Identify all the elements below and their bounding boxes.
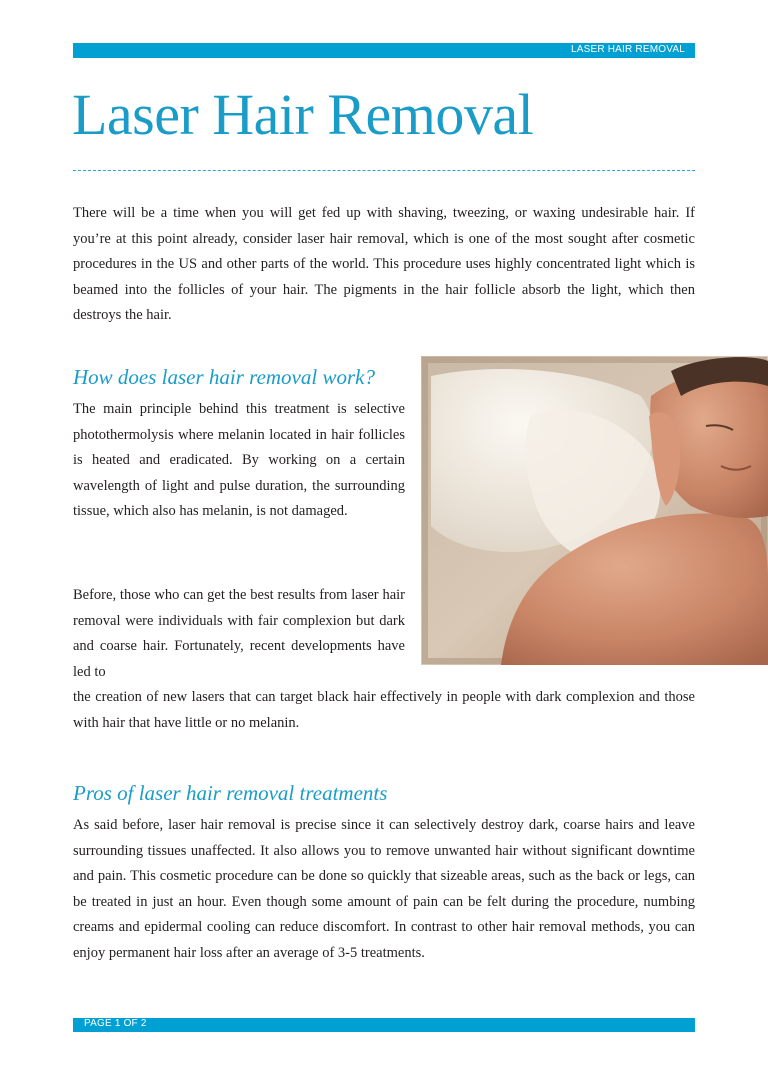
- section-pros-paragraph: As said before, laser hair removal is precise since it can selectively destroy dark, coarse hairs and leave surrounding tissues unaffected. It also allows you to remove unwanted hair without significant downtime and pain. This cosmetic procedure can be done so quickly that sizeable areas, such as the back or legs, can be treated in just an hour. Even though some amount of pain can be felt during the procedure, numbing creams and epidermal cooling can reduce discomfort. In contrast to other hair removal methods, you can enjoy permanent hair loss after an average of 3-5 treatments.: [73, 817, 695, 961]
- treatment-photo: [421, 356, 768, 665]
- section-how-paragraph-1: The main principle behind this treatment is selective photothermolysis where melanin located in hair follicles is heated and eradicated. By working on a certain wavelength of light and pulse duration, the surrounding tissue, which also has melanin, is not damaged.: [73, 401, 405, 519]
- footer-bar: [73, 1018, 695, 1032]
- page-title: Laser Hair Removal: [72, 82, 534, 147]
- title-divider: [73, 170, 695, 171]
- section-heading-how: How does laser hair removal work?: [73, 365, 375, 389]
- section-heading-pros: Pros of laser hair removal treatments: [73, 781, 388, 805]
- section-how-paragraph-2-full: the creation of new lasers that can target black hair effectively in people with dark complexion and those with hair that have little or no melanin.: [73, 689, 695, 731]
- header-label: LASER HAIR REMOVAL: [570, 44, 685, 55]
- section-how-paragraph-2-wrap: Before, those who can get the best results from laser hair removal were individuals with fair complexion but dark and coarse hair. Fortunately, recent developments have led to: [73, 587, 405, 680]
- header-bar: [73, 43, 695, 58]
- page-number: PAGE 1 OF 2: [84, 1018, 147, 1029]
- intro-paragraph: There will be a time when you will get fed up with shaving, tweezing, or waxing undesirable hair. If you’re at this point already, consider laser hair removal, which is one of the most sought after cosmetic procedures in the US and other parts of the world. This procedure uses highly concentrated light which is beamed into the follicles of your hair. The pigments in the hair follicle absorb the light, which then destroys the hair.: [73, 205, 695, 323]
